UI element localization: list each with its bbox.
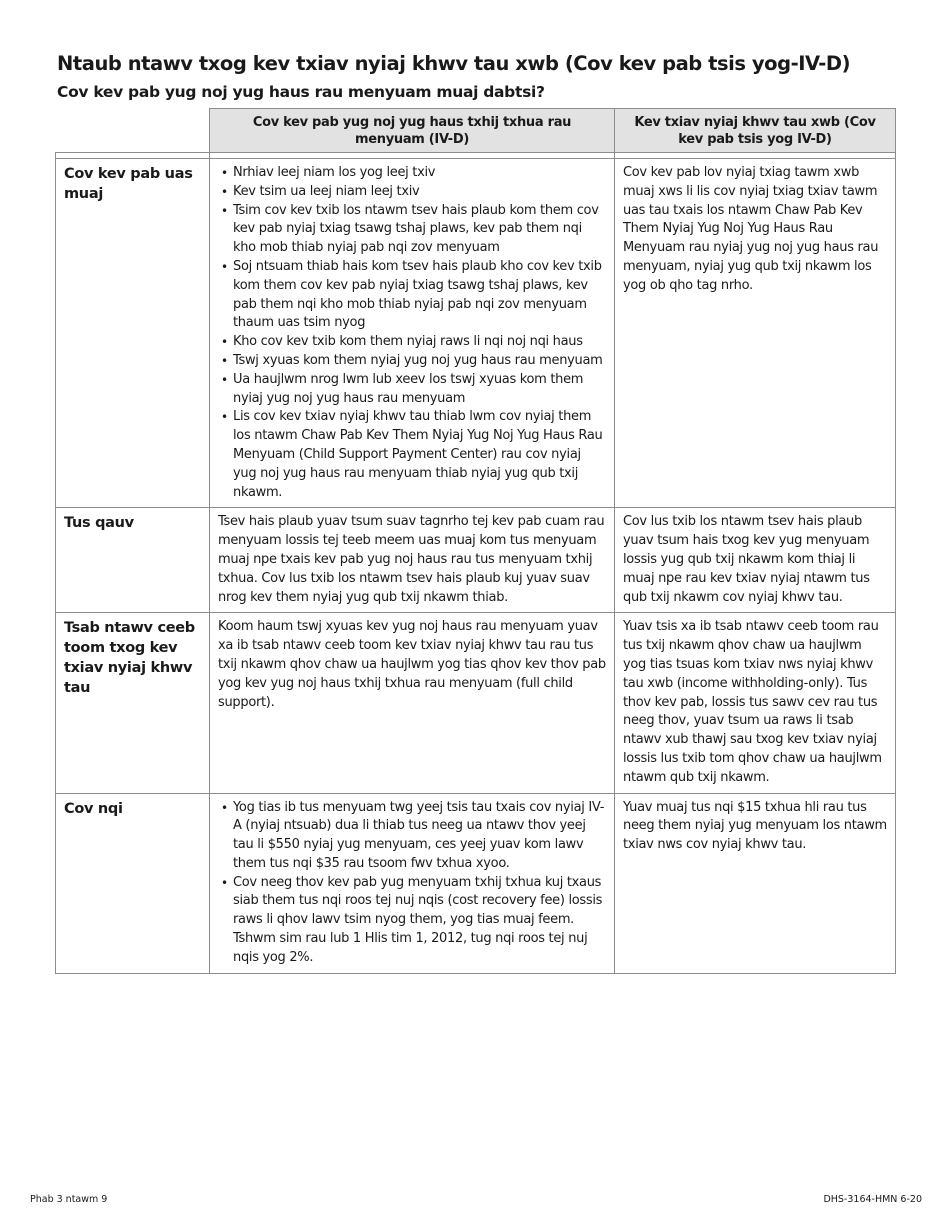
list-item: • Yog tias ib tus menyuam twg yeej tsis tau txais cov nyiaj IV-A (nyiaj ntsuab) dua li thiab tus neeg ua ntawv thov yeej tau li $550 nyiaj yug menyuam, ces yeej yuav kom lawv them tus nqi $35 rau tsoom fwv txhua xyoo.: [218, 799, 607, 874]
cell-iv-d-standard: Tsev hais plaub yuav tsum suav tagnrho tej kev pab cuam rau menyuam lossis tej teeb meem uas muaj kom tus menyuam muaj npe txais kev pab yug noj haus rau tus menyuam txhij txhua. Cov lus txib los ntawm tsev hais plaub kuj yuav suav nrog kev them nyiaj yug qub txij nkawm thiab.: [210, 508, 615, 613]
cell-non-iv-d-services: Cov kev pab lov nyiaj txiag tawm xwb muaj xws li lis cov nyiaj txiag txiav tawm uas tau txais los ntawm Chaw Pab Kev Them Nyiaj Yug Noj Yug Haus Rau Menyuam rau nyiaj yug noj yug haus rau menyuam, nyiaj yug qub txij nkawm los yog ob qho tag nrho.: [615, 159, 896, 508]
row-label: Tus qauv: [56, 508, 210, 613]
table-row-standard: [56, 508, 896, 613]
list-item: • Cov neeg thov kev pab yug menyuam txhij txhua kuj txaus siab them tus nqi roos tej nuj nqis (cost recovery fee) lossis raws li qhov lawv tsim nyog them, yog tias muaj feem. Tshwm sim rau lub 1 Hlis tim 1, 2012, tug nqi roos tej nuj nqis yog 2%.: [218, 874, 607, 968]
list-item: • Soj ntsuam thiab hais kom tsev hais plaub kho cov kev txib kom them cov kev pab nyiaj txiag tsawg tshaj plaws, kev pab them nqi kho mob thiab nyiaj pab nqi zov menyuam thaum uas tsim nyog: [218, 258, 607, 333]
list-item: • Lis cov kev txiav nyiaj khwv tau thiab lwm cov nyiaj them los ntawm Chaw Pab Kev Them Nyiaj Yug Noj Yug Haus Rau Menyuam (Child Support Payment Center) rau cov nyiaj yug noj yug haus rau menyuam thiab nyiaj yug qub txij nkawm.: [218, 408, 607, 502]
list-item: • Tswj xyuas kom them nyiaj yug noj yug haus rau menyuam: [218, 352, 607, 371]
cell-non-iv-d-standard: Cov lus txib los ntawm tsev hais plaub yuav tsum hais txog kev yug menyuam lossis yug qub txij nkawm kom thiaj li muaj npe rau kev txiav nyiaj ntawm tus qub txij nkawm cov nyiaj khwv tau.: [615, 508, 896, 613]
list-item: • Kho cov kev txib kom them nyiaj raws li nqi noj nqi haus: [218, 333, 607, 352]
comparison-table: [55, 108, 896, 974]
fees-list: [218, 799, 607, 968]
cell-iv-d-fees: [210, 793, 615, 973]
table-header-row: [56, 109, 896, 153]
header-cell-blank: [56, 109, 210, 153]
row-label: Cov kev pab uas muaj: [56, 159, 210, 508]
page-title: Ntaub ntawv txog kev txiav nyiaj khwv tau xwb (Cov kev pab tsis yog-IV-D): [57, 52, 851, 75]
row-label: Cov nqi: [56, 793, 210, 973]
cell-non-iv-d-notice: Yuav tsis xa ib tsab ntawv ceeb toom rau tus txij nkawm qhov chaw ua haujlwm yog tias tsuas kom txiav nws nyiaj khwv tau xwb (income withholding-only). Tus thov kev pab, lossis tus sawv cev rau tus neeg thov, yuav tsum ua raws li tsab ntawv xub thawj sau txog kev txiav nyiaj lossis lus txib tom qhov chaw ua haujlwm ntawm qub txij nkawm.: [615, 613, 896, 793]
header-cell-non-iv-d: Kev txiav nyiaj khwv tau xwb (Cov kev pab tsis yog IV-D): [615, 109, 896, 153]
row-label: Tsab ntawv ceeb toom txog kev txiav nyiaj khwv tau: [56, 613, 210, 793]
list-item: • Kev tsim ua leej niam leej txiv: [218, 183, 607, 202]
header-cell-iv-d: Cov kev pab yug noj yug haus txhij txhua rau menyuam (IV-D): [210, 109, 615, 153]
list-item: • Nrhiav leej niam los yog leej txiv: [218, 164, 607, 183]
form-id: DHS-3164-HMN 6-20: [823, 1194, 922, 1205]
cell-iv-d-services: [210, 159, 615, 508]
list-item: • Tsim cov kev txib los ntawm tsev hais plaub kom them cov kev pab nyiaj txiag tsawg tshaj plaws, kev pab them nqi kho mob thiab nyiaj pab nqi zov menyuam: [218, 202, 607, 258]
table-row-services: [56, 159, 896, 508]
page-subtitle: Cov kev pab yug noj yug haus rau menyuam muaj dabtsi?: [57, 83, 545, 101]
services-list: [218, 164, 607, 502]
page-number: Phab 3 ntawm 9: [30, 1194, 108, 1205]
cell-non-iv-d-fees: Yuav muaj tus nqi $15 txhua hli rau tus neeg them nyiaj yug menyuam los ntawm txiav nws cov nyiaj khwv tau.: [615, 793, 896, 973]
table-row-notice: [56, 613, 896, 793]
table-row-fees: [56, 793, 896, 973]
cell-iv-d-notice: Koom haum tswj xyuas kev yug noj haus rau menyuam yuav xa ib tsab ntawv ceeb toom kev txiav nyiaj khwv tau rau tus txij nkawm qhov chaw ua haujlwm yog tias qhov kev thov pab yog kev yug noj haus txhij txhua rau menyuam (full child support).: [210, 613, 615, 793]
list-item: • Ua haujlwm nrog lwm lub xeev los tswj xyuas kom them nyiaj yug noj yug haus rau menyuam: [218, 371, 607, 409]
